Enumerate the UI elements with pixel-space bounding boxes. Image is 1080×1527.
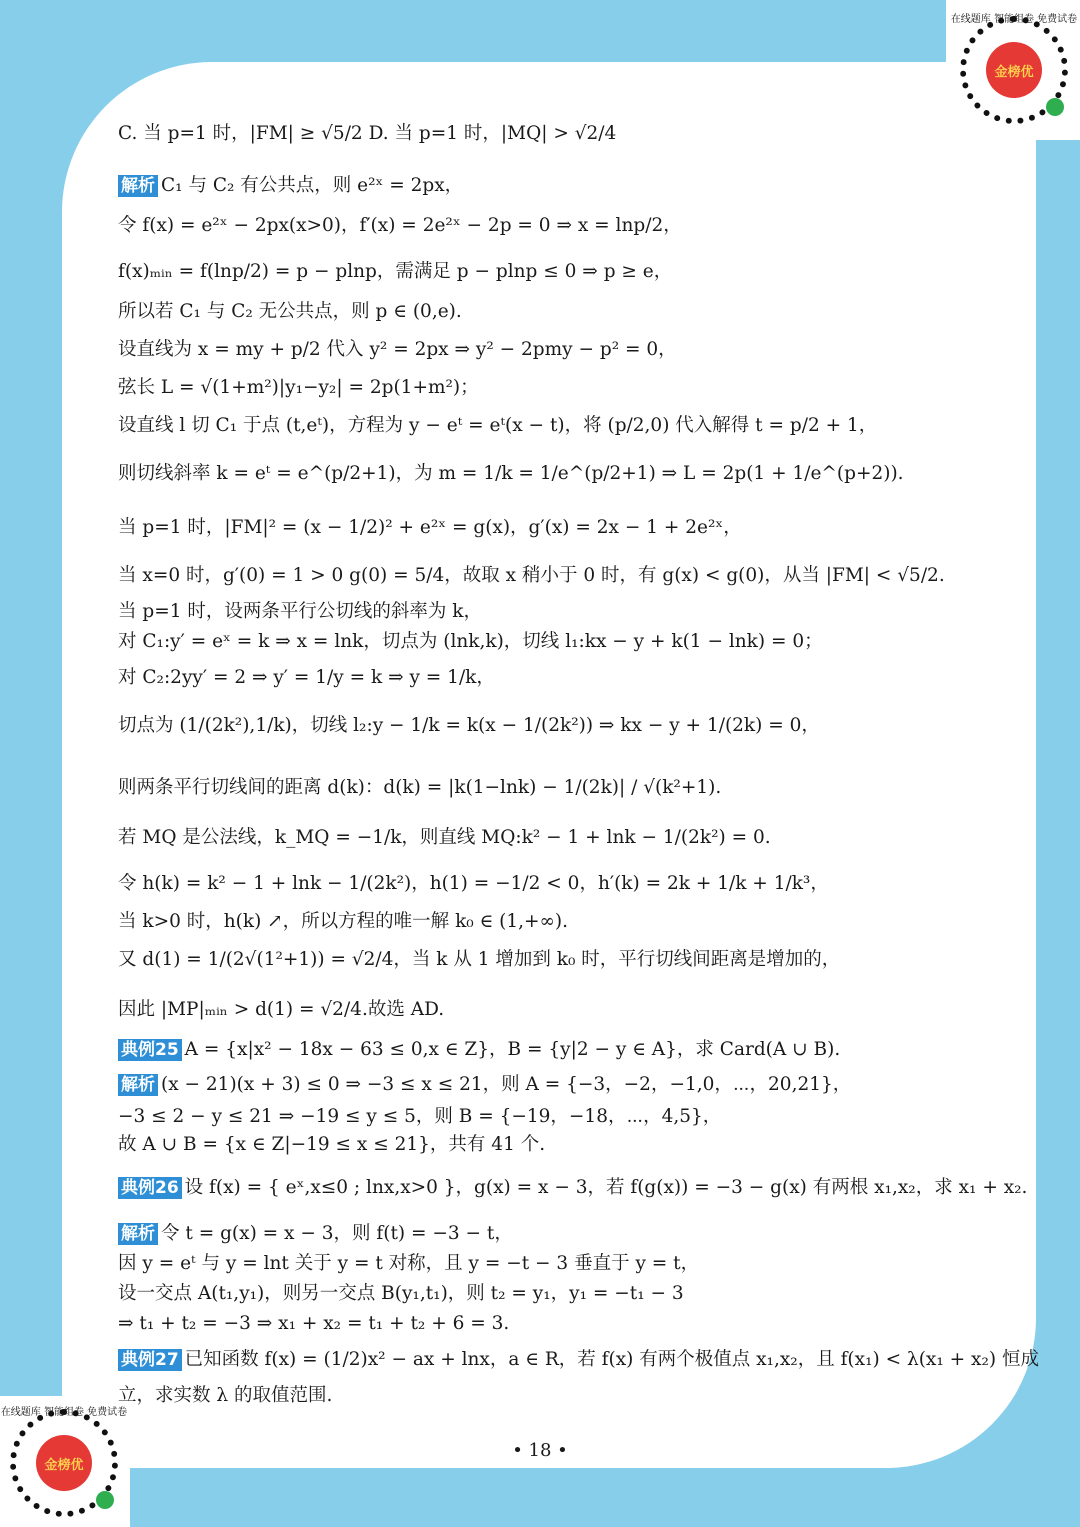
text-line: 则两条平行切线间的距离 d(k)：d(k) = |k(1−lnk) − 1/(2k)| / √(k²+1).: [118, 777, 722, 798]
tag-label: 解析: [118, 175, 158, 197]
page-number: • 18 •: [512, 1440, 568, 1461]
text-line: 设直线为 x = my + p/2 代入 y² = 2px ⇒ y² − 2pmy − p² = 0，: [118, 339, 677, 360]
text-line: 当 x=0 时，g′(0) = 1 > 0 g(0) = 5/4，故取 x 稍小于 0 时，有 g(x) < g(0)，从当 |FM| < √5/2.: [118, 565, 945, 586]
text-line: 因 y = eᵗ 与 y = lnt 关于 y = t 对称，且 y = −t − 3 垂直于 y = t，: [118, 1253, 700, 1274]
text-line: 设一交点 A(t₁,y₁)，则另一交点 B(y₁,t₁)，则 t₂ = y₁，y₁ = −t₁ − 3: [118, 1283, 684, 1304]
text-line: 典例26 设 f(x) = { eˣ,x≤0 ; lnx,x>0 }，g(x) = x − 3，若 f(g(x)) = −3 − g(x) 有两根 x₁,x₂，求 x₁ + x₂.: [118, 1176, 1027, 1200]
text-line: ⇒ t₁ + t₂ = −3 ⇒ x₁ + x₂ = t₁ + t₂ + 6 = 3.: [118, 1313, 510, 1334]
text-line: 当 k>0 时，h(k) ↗，所以方程的唯一解 k₀ ∈ (1,+∞).: [118, 911, 569, 932]
text-line: 典例25 A = {x|x² − 18x − 63 ≤ 0,x ∈ Z}，B = {y|2 − y ∈ A}，求 Card(A ∪ B).: [118, 1038, 840, 1062]
tag-label: 典例26: [118, 1177, 182, 1199]
text-line: 解析 C₁ 与 C₂ 有公共点，则 e²ˣ = 2px，: [118, 174, 463, 198]
text-line: 立，求实数 λ 的取值范围.: [118, 1385, 333, 1406]
text-line: 对 C₁:y′ = eˣ = k ⇒ x = lnk，切点为 (lnk,k)，切线 l₁:kx − y + k(1 − lnk) = 0；: [118, 631, 823, 652]
tag-label: 解析: [118, 1223, 158, 1245]
text-line: 所以若 C₁ 与 C₂ 无公共点，则 p ∈ (0,e).: [118, 301, 462, 322]
text-line: C. 当 p=1 时，|FM| ≥ √5/2 D. 当 p=1 时，|MQ| > √2/4: [118, 123, 617, 144]
text-line: 切点为 (1/(2k²),1/k)，切线 l₂:y − 1/k = k(x − 1/(2k²)) ⇒ kx − y + 1/(2k) = 0，: [118, 715, 820, 736]
text-line: 故 A ∪ B = {x ∈ Z|−19 ≤ x ≤ 21}，共有 41 个.: [118, 1134, 546, 1155]
wechat-icon: [1046, 98, 1064, 116]
tag-label: 典例25: [118, 1039, 182, 1061]
brand-logo: 金榜优: [986, 42, 1042, 98]
text-line: 解析 令 t = g(x) = x − 3，则 f(t) = −3 − t，: [118, 1222, 513, 1246]
text-line: 令 f(x) = e²ˣ − 2px(x>0)，f′(x) = 2e²ˣ − 2p = 0 ⇒ x = lnp/2，: [118, 215, 682, 236]
qr-code-badge[interactable]: [0, 1399, 128, 1527]
text-line: 典例27 已知函数 f(x) = (1/2)x² − ax + lnx，a ∈ R，若 f(x) 有两个极值点 x₁,x₂，且 f(x₁) < λ(x₁ + x₂) 恒成: [118, 1348, 1039, 1372]
text-line: 令 h(k) = k² − 1 + lnk − 1/(2k²)，h(1) = −1/2 < 0，h′(k) = 2k + 1/k + 1/k³，: [118, 873, 829, 894]
tag-label: 解析: [118, 1074, 158, 1096]
qr-code-badge[interactable]: [950, 6, 1078, 134]
text-line: 因此 |MP|ₘᵢₙ > d(1) = √2/4.故选 AD.: [118, 999, 445, 1020]
text-line: 则切线斜率 k = eᵗ = e^(p/2+1)，为 m = 1/k = 1/e^(p/2+1) ⇒ L = 2p(1 + 1/e^(p+2)).: [118, 463, 904, 484]
text-line: 当 p=1 时，|FM|² = (x − 1/2)² + e²ˣ = g(x)，g′(x) = 2x − 1 + 2e²ˣ，: [118, 517, 742, 538]
qr-ring-text: 在线题库 智能组卷 免费试卷: [950, 14, 1078, 25]
text-line: f(x)ₘᵢₙ = f(lnp/2) = p − plnp，需满足 p − plnp ≤ 0 ⇒ p ≥ e，: [118, 261, 673, 282]
text-line: 当 p=1 时，设两条平行公切线的斜率为 k，: [118, 601, 482, 622]
text-line: 解析 (x − 21)(x + 3) ≤ 0 ⇒ −3 ≤ x ≤ 21，则 A = {−3，−2，−1,0，⋯，20,21}，: [118, 1073, 851, 1097]
qr-ring-text: 在线题库 智能组卷 免费试卷: [0, 1407, 128, 1418]
text-line: 弦长 L = √(1+m²)|y₁−y₂| = 2p(1+m²)；: [118, 377, 479, 398]
text-line: 若 MQ 是公法线，k_MQ = −1/k，则直线 MQ:k² − 1 + lnk − 1/(2k²) = 0.: [118, 827, 771, 848]
text-line: 又 d(1) = 1/(2√(1²+1)) = √2/4，当 k 从 1 增加到 k₀ 时，平行切线间距离是增加的，: [118, 949, 841, 970]
wechat-icon: [96, 1491, 114, 1509]
tag-label: 典例27: [118, 1349, 182, 1371]
text-line: 设直线 l 切 C₁ 于点 (t,eᵗ)，方程为 y − eᵗ = eᵗ(x − t)，将 (p/2,0) 代入解得 t = p/2 + 1，: [118, 415, 878, 436]
text-line: 对 C₂:2yy′ = 2 ⇒ y′ = 1/y = k ⇒ y = 1/k，: [118, 667, 495, 688]
text-line: −3 ≤ 2 − y ≤ 21 ⇒ −19 ≤ y ≤ 5，则 B = {−19，−18，⋯，4,5}，: [118, 1106, 722, 1127]
brand-logo: 金榜优: [36, 1435, 92, 1491]
